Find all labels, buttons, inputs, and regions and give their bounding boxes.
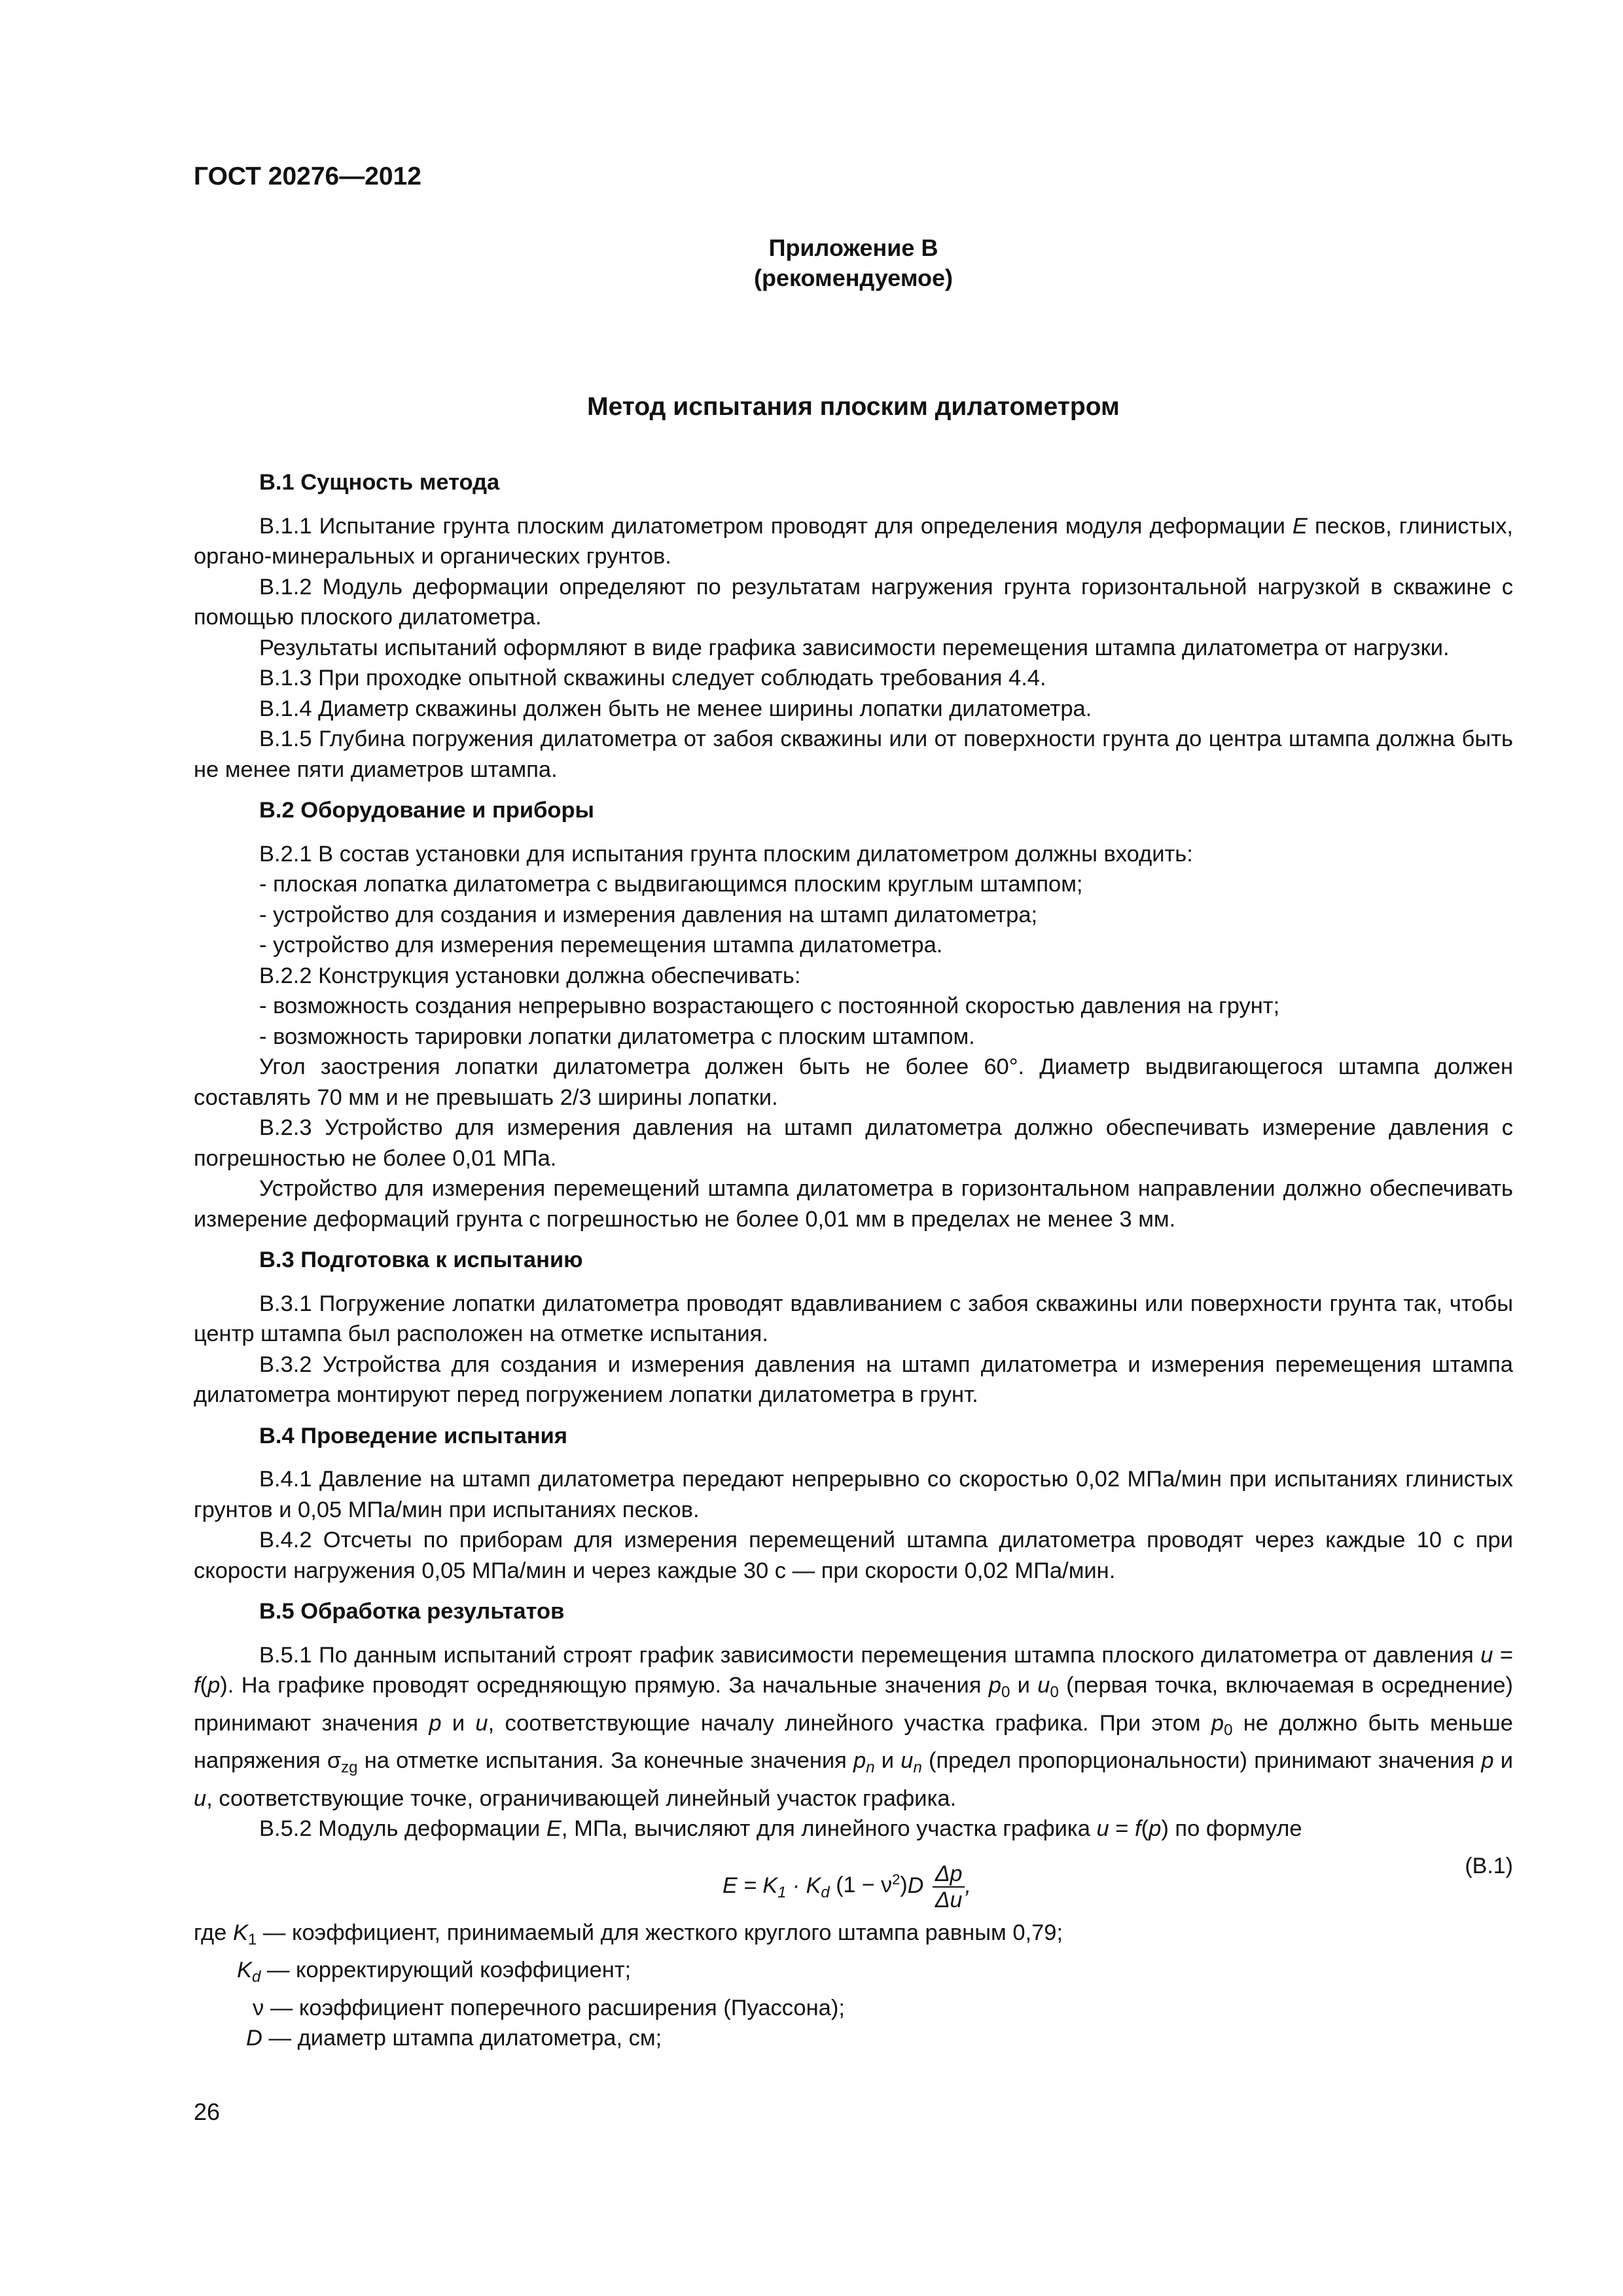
- standard-header: ГОСТ 20276—2012: [194, 162, 421, 190]
- section-heading-b4: В.4 Проведение испытания: [259, 1423, 568, 1448]
- list-item: - возможность тарировки лопатки дилатометра с плоским штампом.: [259, 1024, 975, 1049]
- paragraph: В.1.2 Модуль деформации определяют по результатам нагружения грунта горизонтальной нагрузкой в скважине с помощью плоского дилатометра.: [194, 574, 1513, 630]
- paragraph: В.2.2 Конструкция установки должна обеспечивать:: [259, 963, 801, 988]
- paragraph: Устройство для измерения перемещений штампа дилатометра в горизонтальном направлении должно обеспечивать измерение деформаций грунта с погрешностью не более 0,01 мм в пределах не менее 3 мм.: [194, 1176, 1513, 1232]
- paragraph: В.4.1 Давление на штамп дилатометра передают непрерывно со скоростью 0,02 МПа/мин при испытаниях глинистых грунтов и 0,05 МПа/мин при испытаниях песков.: [194, 1467, 1513, 1522]
- formula-number: (В.1): [1465, 1853, 1513, 1878]
- paragraph: В.1.5 Глубина погружения дилатометра от забоя скважины или от поверхности грунта до центра штампа должна быть не менее пяти диаметров штампа.: [194, 726, 1513, 782]
- formula-expression: $E = K_1 \cdot K_d$ $(1 - \nu^2)D$ $\frac{\Delta p}{\Delta u}$ ,: [722, 1861, 971, 1912]
- paragraph: В.3.1 Погружение лопатки дилатометра проводят вдавливанием с забоя скважины или поверхности грунта так, чтобы центр штампа был расположен на отметке испытания.: [194, 1291, 1513, 1346]
- list-item: - устройство для создания и измерения давления на штамп дилатометра;: [259, 902, 1038, 927]
- list-item: - возможность создания непрерывно возрастающего с постоянной скоростью давления на грунт;: [259, 994, 1280, 1018]
- list-item: - устройство для измерения перемещения штампа дилатометра.: [259, 933, 943, 958]
- appendix-title: Приложение В: [768, 234, 938, 261]
- section-heading-b1: В.1 Сущность метода: [259, 470, 500, 495]
- paragraph: В.2.1 В состав установки для испытания грунта плоским дилатометром должны входить:: [259, 841, 1193, 867]
- document-title: Метод испытания плоским дилатометром: [587, 393, 1120, 421]
- where-item: ν — коэффициент поперечного расширения (Пуассона);: [253, 1995, 845, 2020]
- where-item: D — диаметр штампа дилатометра, см;: [246, 2026, 662, 2051]
- where-item: $K_d$ — корректирующий коэффициент;: [237, 1958, 632, 1986]
- appendix-label: [194, 233, 1513, 293]
- paragraph: Угол заострения лопатки дилатометра должен быть не более 60°. Диаметр выдвигающегося штампа должен составлять 70 мм и не превышать 2/3 ширины лопатки.: [194, 1054, 1513, 1110]
- section-heading-b5: В.5 Обработка результатов: [259, 1599, 565, 1624]
- paragraph: В.1.4 Диаметр скважины должен быть не менее ширины лопатки дилатометра.: [259, 696, 1092, 721]
- where-item: где $K_1$ — коэффициент, принимаемый для жесткого круглого штампа равным 0,79;: [194, 1920, 1063, 1948]
- paragraph: В.3.2 Устройства для создания и измерения давления на штамп дилатометра и измерения перемещения штампа дилатометра монтируют перед погружением лопатки дилатометра в грунт.: [194, 1352, 1513, 1407]
- paragraph: В.1.1 Испытание грунта плоским дилатометром проводят для определения модуля деформации E песков, глинистых, органо-минеральных и органических грунтов.: [194, 513, 1514, 569]
- document-body: [194, 457, 1513, 2054]
- paragraph: В.1.3 При проходке опытной скважины следует соблюдать требования 4.4.: [259, 666, 1046, 691]
- appendix-status: (рекомендуемое): [754, 264, 953, 291]
- list-item: - плоская лопатка дилатометра с выдвигающимся плоским круглым штампом;: [259, 872, 1083, 897]
- page-number: 26: [194, 2098, 221, 2125]
- paragraph: В.5.1 По данным испытаний строят график зависимости перемещения штампа плоского дилатометра от давления u = f(p). На графике проводят осредняющую прямую. За начальные значения $p_0$ и $u_0$ (первая точка, включаемая в осреднение) принимают значения p и u, соответствующие началу линейного участка графика. При этом $p_0$ не должно быть меньше напряжения $\sigma_{zg}$ на отметке испытания. За конечные значения $p_n$ и $u_n$ (предел пропорциональности) принимают значения p и u, соответствующие точке, ограничивающей линейный участок графика.: [194, 1642, 1514, 1811]
- formula-b1: [194, 1847, 1513, 1912]
- paragraph: В.5.2 Модуль деформации E, МПа, вычисляют для линейного участка графика u = f(p) по формуле: [259, 1816, 1302, 1841]
- section-heading-b2: В.2 Оборудование и приборы: [259, 798, 595, 823]
- section-heading-b3: В.3 Подготовка к испытанию: [259, 1247, 583, 1272]
- paragraph: В.4.2 Отсчеты по приборам для измерения перемещений штампа дилатометра проводят через каждые 10 с при скорости нагружения 0,05 МПа/мин и через каждые 30 с — при скорости 0,02 МПа/мин.: [194, 1528, 1513, 1583]
- paragraph: В.2.3 Устройство для измерения давления на штамп дилатометра должно обеспечивать измерение давления с погрешностью не более 0,01 МПа.: [194, 1115, 1513, 1171]
- paragraph: Результаты испытаний оформляют в виде графика зависимости перемещения штампа дилатометра от нагрузки.: [259, 635, 1450, 660]
